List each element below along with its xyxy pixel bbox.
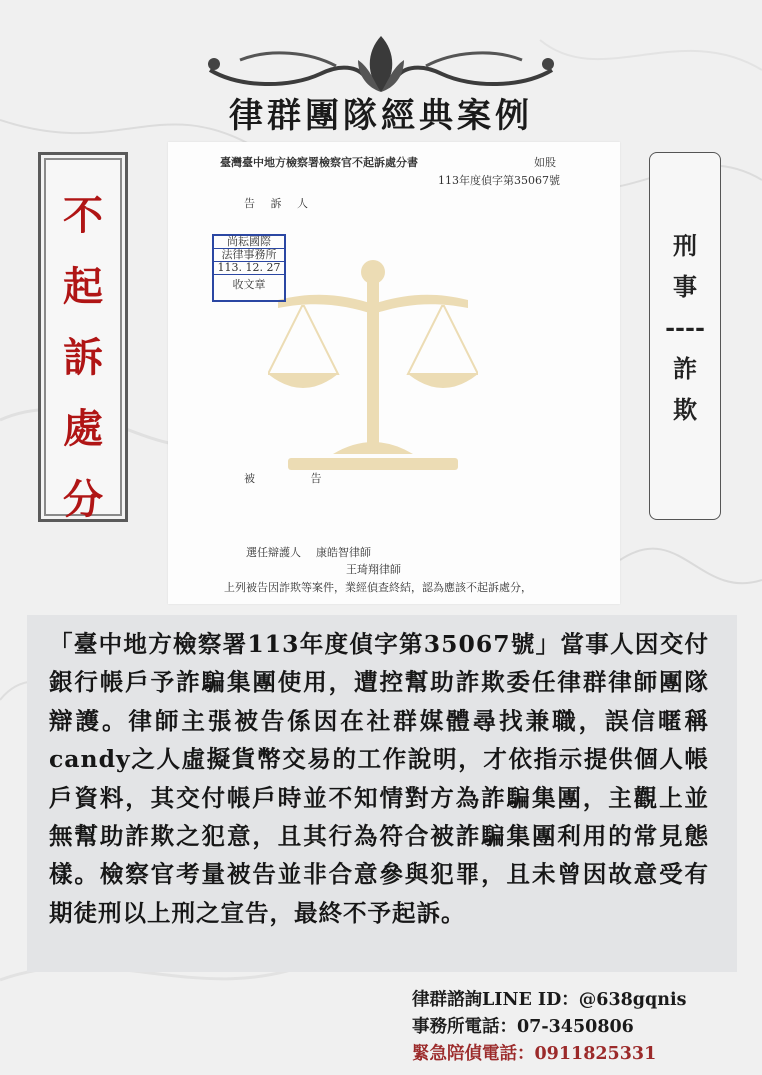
complainant-label: 告 訴 人 bbox=[244, 197, 314, 210]
case-description-box bbox=[27, 615, 737, 972]
stamp-firm: 尚耘國際 bbox=[214, 236, 284, 249]
line-contact: 律群諮詢LINE ID：@638gqnis bbox=[412, 990, 687, 1010]
document-header-suffix: 如股 bbox=[534, 156, 556, 169]
banner-char: 不 bbox=[63, 192, 103, 239]
category-char: 詐 bbox=[673, 354, 697, 383]
page-title: 律群團隊經典案例 bbox=[229, 96, 533, 136]
defendant-label: 被 告 bbox=[244, 472, 348, 485]
stamp-label: 收文章 bbox=[232, 278, 266, 291]
category-char: 刑 bbox=[673, 231, 697, 260]
office-phone: 事務所電話：07-3450806 bbox=[412, 1017, 634, 1037]
banner-char: 訴 bbox=[63, 334, 103, 381]
lawyer-name: 康皓智律師 bbox=[316, 546, 371, 559]
category-char: 事 bbox=[673, 272, 697, 301]
category-char: 欺 bbox=[673, 395, 697, 424]
document-scan bbox=[168, 142, 620, 604]
stamp-firm-type: 法律事務所 bbox=[214, 249, 284, 262]
not-prosecuted-banner bbox=[38, 152, 128, 522]
defense-counsel-label: 選任辯護人 bbox=[246, 546, 301, 559]
emergency-phone: 緊急陪偵電話：0911825331 bbox=[412, 1044, 657, 1064]
case-category-label bbox=[649, 152, 721, 520]
category-divider: ---- bbox=[665, 313, 705, 342]
received-stamp bbox=[212, 234, 286, 302]
banner-char: 起 bbox=[63, 263, 103, 310]
banner-char: 處 bbox=[63, 405, 103, 452]
case-description: 「臺中地方檢察署113年度偵字第35067號」當事人因交付銀行帳戶予詐騙集團使用，遭控幫助詐欺委任律群律師團隊辯護。律師主張被告係因在社群媒體尋找兼職，誤信暱稱candy之人虛擬貨幣交易的工作說明，才依指示提供個人帳戶資料，其交付帳戶時並不知情對方為詐騙集團，主觀上並無幫助詐欺之犯意，且其行為符合被詐騙集團利用的常見態樣。檢察官考量被告並非合意參與犯罪，且未曾因故意受有期徒刑以上刑之宣告，最終不予起訴。 bbox=[49, 630, 709, 927]
document-header: 臺灣臺中地方檢察署檢察官不起訴處分書 bbox=[220, 156, 418, 169]
document-conclusion: 上列被告因詐欺等案件，業經偵查終結，認為應該不起訴處分， bbox=[224, 581, 532, 594]
banner-char: 分 bbox=[63, 476, 103, 523]
scales-of-justice-icon bbox=[268, 254, 478, 484]
case-number: 113年度偵字第35067號 bbox=[438, 174, 560, 187]
lawyer-name: 王琦翔律師 bbox=[346, 563, 401, 576]
stamp-date: 113. 12. 27 bbox=[214, 262, 284, 275]
